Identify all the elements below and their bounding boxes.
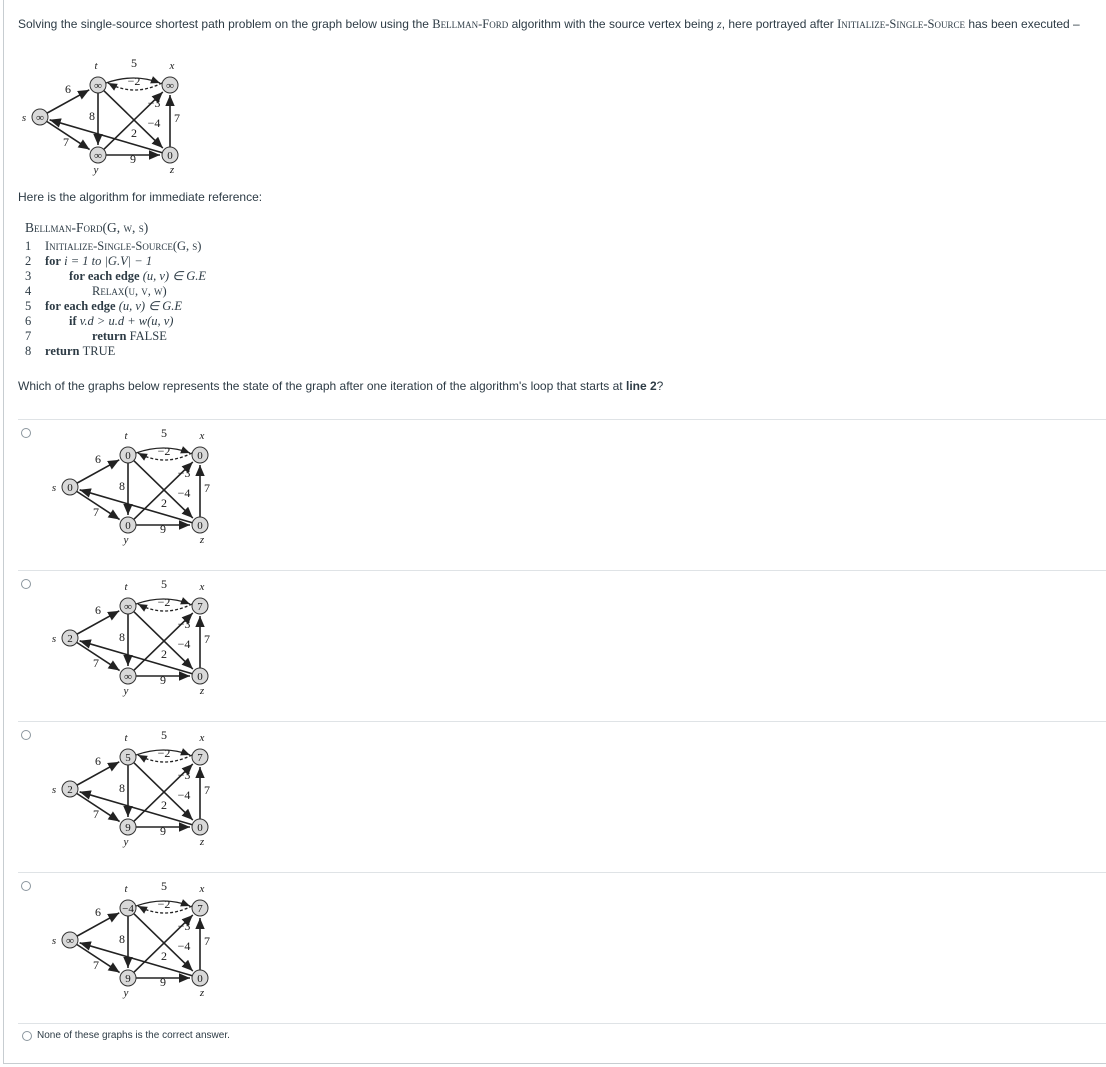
edge-weight-label: 9 [160, 824, 166, 838]
node-y-label: y [123, 987, 129, 999]
edge-weight-label: 9 [160, 673, 166, 687]
edge-weight-label: 7 [204, 783, 210, 797]
node-y-label: y [93, 164, 99, 176]
algo-line: 3 for each edge (u, v) ∈ G.E [25, 269, 207, 283]
node-t-label: t [94, 60, 98, 72]
node-y-label: y [123, 836, 129, 848]
node-s-label: s [51, 935, 57, 947]
graph-diagram [52, 728, 210, 848]
edge-weight-label: 7 [93, 505, 99, 519]
node-z-label: z [199, 534, 205, 546]
node-s-distance: 0 [67, 482, 73, 494]
edge-weight-label: 5 [131, 56, 137, 70]
edge-weight-label: 6 [95, 905, 101, 919]
edge-weight-label: 2 [131, 126, 137, 140]
graph-diagram [22, 56, 180, 176]
node-y-distance: 0 [125, 520, 131, 532]
edge-weight-label: 5 [161, 879, 167, 893]
edge-weight-label: 5 [161, 426, 167, 440]
edge-weight-label: 8 [119, 781, 125, 795]
node-x-distance: 7 [197, 752, 203, 764]
node-x-label: x [199, 430, 205, 442]
edge-weight-label: −3 [177, 617, 191, 631]
node-s-distance: ∞ [66, 935, 74, 947]
algo-line: 7 return FALSE [25, 329, 167, 343]
option-divider [18, 570, 1106, 571]
edge-weight-label: 2 [161, 647, 167, 661]
edge-weight-label: 6 [95, 603, 101, 617]
edge-weight-label: 7 [204, 934, 210, 948]
node-x-label: x [199, 732, 205, 744]
edge-weight-label: −4 [147, 116, 161, 130]
node-t-distance: ∞ [124, 601, 132, 613]
node-s-distance: 2 [67, 784, 73, 796]
none-option[interactable] [22, 1030, 230, 1041]
node-z-distance: 0 [167, 150, 173, 162]
node-z-distance: 0 [197, 973, 203, 985]
algo-line: 5 for each edge (u, v) ∈ G.E [25, 299, 183, 313]
option-divider [18, 1023, 1106, 1024]
node-s-label: s [51, 482, 57, 494]
edge-weight-label: 7 [93, 807, 99, 821]
edge-weight-label: −2 [157, 595, 171, 609]
node-x-distance: 7 [197, 601, 203, 613]
edge-weight-label: 5 [161, 577, 167, 591]
question-text: Solving the single-source shortest path problem on the graph below using the Bellman-Ford algorithm with the source vertex being z, here portrayed after Initialize-Single-Source has been executed – [18, 17, 1080, 31]
edge-weight-label: 9 [160, 522, 166, 536]
edge-weight-label: 6 [95, 754, 101, 768]
edge-weight-label: 9 [130, 152, 136, 166]
option-4-graph[interactable] [22, 878, 222, 1018]
edge-weight-label: 7 [204, 632, 210, 646]
node-x-distance: 7 [197, 903, 203, 915]
node-s-label: s [51, 784, 57, 796]
node-z-distance: 0 [197, 520, 203, 532]
graph-diagram [52, 426, 210, 546]
option-divider [18, 872, 1106, 873]
edge-weight-label: −4 [177, 637, 191, 651]
node-z-distance: 0 [197, 822, 203, 834]
edge-weight-label: 2 [161, 949, 167, 963]
edge-weight-label: 7 [63, 135, 69, 149]
node-s-distance: ∞ [36, 112, 44, 124]
edge-weight-label: −3 [147, 96, 161, 110]
option-3-graph[interactable] [22, 727, 222, 867]
edge-weight-label: 7 [204, 481, 210, 495]
algo-line: 2 for i = 1 to |G.V| − 1 [25, 254, 153, 268]
node-y-distance: ∞ [124, 671, 132, 683]
node-t-distance: 5 [125, 752, 131, 764]
node-z-distance: 0 [197, 671, 203, 683]
edge-weight-label: 2 [161, 798, 167, 812]
node-x-distance: 0 [197, 450, 203, 462]
edge-weight-label: −2 [127, 74, 141, 88]
edge-weight-label: 7 [93, 958, 99, 972]
node-t-label: t [124, 430, 128, 442]
node-t-distance: −4 [122, 903, 134, 915]
edge-weight-label: 5 [161, 728, 167, 742]
edge-weight-label: 2 [161, 496, 167, 510]
edge-weight-label: −2 [157, 444, 171, 458]
edge-weight-label: −3 [177, 919, 191, 933]
reference-text: Here is the algorithm for immediate reference: [18, 190, 263, 204]
edge-weight-label: −2 [157, 897, 171, 911]
edge-weight-label: 8 [119, 630, 125, 644]
option-divider [18, 419, 1106, 420]
edge-weight-label: 9 [160, 975, 166, 989]
none-option-radio[interactable] [22, 1031, 32, 1041]
node-y-distance: 9 [125, 822, 131, 834]
node-s-distance: 2 [67, 633, 73, 645]
node-y-distance: ∞ [94, 150, 102, 162]
node-z-label: z [199, 685, 205, 697]
option-2-graph[interactable] [22, 576, 222, 716]
node-t-label: t [124, 732, 128, 744]
graph-diagram [52, 879, 210, 999]
node-z-label: z [169, 164, 175, 176]
edge-weight-label: 8 [119, 932, 125, 946]
node-x-distance: ∞ [166, 80, 174, 92]
node-y-distance: 9 [125, 973, 131, 985]
node-x-label: x [169, 60, 175, 72]
edge-weight-label: −4 [177, 939, 191, 953]
edge-weight-label: −4 [177, 486, 191, 500]
node-y-label: y [123, 685, 129, 697]
node-t-distance: ∞ [94, 80, 102, 92]
edge-weight-label: 7 [174, 111, 180, 125]
node-z-label: z [199, 987, 205, 999]
node-x-label: x [199, 581, 205, 593]
edge-weight-label: 8 [119, 479, 125, 493]
algorithm-listing [25, 220, 206, 359]
none-option-label: None of these graphs is the correct answer. [37, 1030, 230, 1041]
node-s-label: s [21, 112, 27, 124]
node-t-label: t [124, 581, 128, 593]
node-y-label: y [123, 534, 129, 546]
edge-weight-label: 7 [93, 656, 99, 670]
algo-line: 6 if v.d > u.d + w(u, v) [25, 314, 174, 328]
algorithm-title: Bellman-Ford(G, w, s) [25, 220, 149, 235]
edge-weight-label: 6 [95, 452, 101, 466]
main-graph [0, 55, 200, 180]
algo-line: 8 return TRUE [25, 344, 116, 358]
algo-line: 4 Relax(u, v, w) [25, 284, 167, 298]
option-divider [18, 721, 1106, 722]
node-z-label: z [199, 836, 205, 848]
edge-weight-label: 6 [65, 82, 71, 96]
edge-weight-label: −2 [157, 746, 171, 760]
edge-weight-label: −4 [177, 788, 191, 802]
graph-diagram [52, 577, 210, 697]
edge-weight-label: −3 [177, 768, 191, 782]
node-t-distance: 0 [125, 450, 131, 462]
question-prompt: Which of the graphs below represents the state of the graph after one iteration of the algorithm's loop that starts at line 2? [18, 379, 664, 393]
edge-weight-label: 8 [89, 109, 95, 123]
node-s-label: s [51, 633, 57, 645]
option-1-graph[interactable] [22, 425, 222, 565]
algo-line: 1 Initialize-Single-Source(G, s) [25, 239, 202, 253]
node-t-label: t [124, 883, 128, 895]
node-x-label: x [199, 883, 205, 895]
edge-weight-label: −3 [177, 466, 191, 480]
